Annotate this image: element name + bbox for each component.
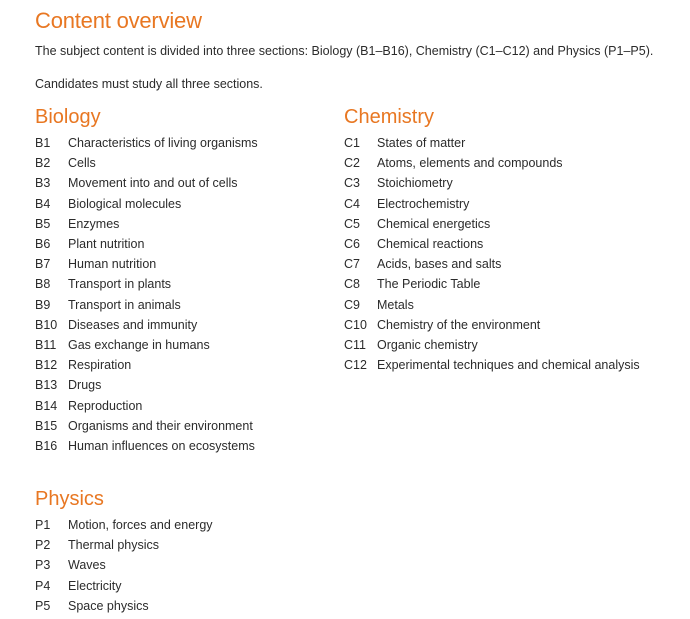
- topic-code: B14: [35, 398, 58, 413]
- topic-item: [344, 315, 640, 335]
- topic-code: B12: [35, 358, 58, 373]
- topic-item: [344, 173, 640, 193]
- topic-item: [35, 254, 258, 274]
- topic-item: [35, 274, 258, 294]
- topic-item: [344, 133, 640, 153]
- topic-item: [35, 355, 258, 375]
- topic-item: [35, 153, 258, 173]
- page-title: Content overview: [35, 8, 202, 33]
- biology-section: [35, 104, 258, 456]
- topic-name: Atoms, elements and compounds: [377, 156, 563, 171]
- topic-name: Biological molecules: [68, 196, 182, 211]
- topic-code: B11: [35, 338, 57, 353]
- topic-item: [35, 535, 213, 555]
- topic-name: Chemical reactions: [377, 237, 484, 252]
- topic-code: C3: [344, 176, 360, 191]
- chemistry-heading: Chemistry: [344, 106, 435, 128]
- topic-code: B10: [35, 317, 58, 332]
- topic-item: [35, 335, 258, 355]
- topic-name: Motion, forces and energy: [68, 518, 213, 532]
- topic-code: B5: [35, 216, 51, 231]
- topic-item: [35, 194, 258, 214]
- topic-item: [344, 274, 640, 294]
- topic-name: Human influences on ecosystems: [68, 439, 255, 454]
- topic-code: C10: [344, 317, 367, 332]
- topic-item: [35, 234, 258, 254]
- topic-name: Space physics: [68, 598, 149, 613]
- topic-item: [35, 295, 258, 315]
- topic-code: C12: [344, 358, 367, 373]
- topic-item: [35, 315, 258, 335]
- topic-name: Drugs: [68, 378, 102, 393]
- physics-section: [35, 486, 213, 616]
- topic-name: Transport in plants: [68, 277, 172, 292]
- topic-item: [35, 436, 258, 456]
- topic-name: Electricity: [68, 578, 122, 593]
- topic-code: P1: [35, 518, 51, 532]
- topic-name: Cells: [68, 156, 96, 171]
- topic-code: B15: [35, 418, 58, 433]
- topic-code: B7: [35, 257, 51, 272]
- topic-code: P3: [35, 558, 51, 573]
- topic-code: C2: [344, 156, 360, 171]
- topic-item: [344, 153, 640, 173]
- topic-item: [344, 295, 640, 315]
- topic-item: [35, 596, 213, 616]
- topic-name: Electrochemistry: [377, 196, 470, 211]
- topic-name: States of matter: [377, 136, 466, 150]
- topic-name: The Periodic Table: [377, 277, 481, 292]
- biology-heading: Biology: [35, 106, 101, 128]
- topic-name: Organisms and their environment: [68, 418, 253, 433]
- topic-item: [35, 214, 258, 234]
- topic-name: Waves: [68, 558, 106, 573]
- topic-name: Acids, bases and salts: [377, 257, 502, 272]
- topic-item: [344, 214, 640, 234]
- topic-code: P2: [35, 538, 51, 553]
- topic-item: [344, 335, 640, 355]
- topic-name: Stoichiometry: [377, 176, 453, 191]
- intro-text: The subject content is divided into three sections: Biology (B1–B16), Chemistry (C1–C12) and Physics (P1–P5).: [35, 44, 654, 58]
- topic-item: [344, 194, 640, 214]
- topic-name: Thermal physics: [68, 538, 159, 553]
- topic-code: B1: [35, 136, 51, 150]
- topic-item: [344, 234, 640, 254]
- topic-name: Plant nutrition: [68, 237, 145, 252]
- topic-item: [35, 555, 213, 575]
- topic-name: Reproduction: [68, 398, 143, 413]
- topic-name: Enzymes: [68, 216, 120, 231]
- topic-code: C8: [344, 277, 360, 292]
- topic-code: P4: [35, 578, 51, 593]
- topic-name: Respiration: [68, 358, 132, 373]
- topic-item: [35, 133, 258, 153]
- chemistry-section: [344, 104, 640, 375]
- topic-code: P5: [35, 598, 51, 613]
- topic-name: Chemistry of the environment: [377, 317, 541, 332]
- topic-item: [35, 375, 258, 395]
- topic-name: Organic chemistry: [377, 338, 478, 353]
- topic-code: B8: [35, 277, 51, 292]
- topic-item: [35, 515, 213, 535]
- topic-code: C4: [344, 196, 360, 211]
- topic-code: C11: [344, 338, 367, 353]
- topic-code: B13: [35, 378, 58, 393]
- topic-code: C1: [344, 136, 360, 150]
- instruction-text: Candidates must study all three sections.: [35, 77, 263, 91]
- physics-topic-list: [35, 515, 213, 616]
- topic-name: Chemical energetics: [377, 216, 491, 231]
- physics-heading: Physics: [35, 488, 104, 510]
- topic-code: B6: [35, 237, 51, 252]
- topic-name: Movement into and out of cells: [68, 176, 238, 191]
- topic-code: B16: [35, 439, 58, 454]
- topic-item: [35, 173, 258, 193]
- topic-name: Human nutrition: [68, 257, 157, 272]
- topic-item: [35, 396, 258, 416]
- topic-name: Characteristics of living organisms: [68, 136, 258, 150]
- topic-name: Metals: [377, 297, 414, 312]
- topic-code: C6: [344, 237, 360, 252]
- topic-item: [35, 416, 258, 436]
- topic-name: Diseases and immunity: [68, 317, 198, 332]
- topic-name: Gas exchange in humans: [68, 338, 210, 353]
- biology-topic-list: [35, 133, 258, 456]
- topic-item: [344, 355, 640, 375]
- topic-code: C9: [344, 297, 360, 312]
- topic-code: B2: [35, 156, 51, 171]
- topic-code: C5: [344, 216, 360, 231]
- topic-name: Experimental techniques and chemical analysis: [377, 358, 640, 373]
- topic-code: B4: [35, 196, 51, 211]
- chemistry-topic-list: [344, 133, 640, 375]
- topic-item: [344, 254, 640, 274]
- topic-item: [35, 576, 213, 596]
- topic-code: B9: [35, 297, 51, 312]
- topic-code: B3: [35, 176, 51, 191]
- topic-code: C7: [344, 257, 360, 272]
- topic-name: Transport in animals: [68, 297, 181, 312]
